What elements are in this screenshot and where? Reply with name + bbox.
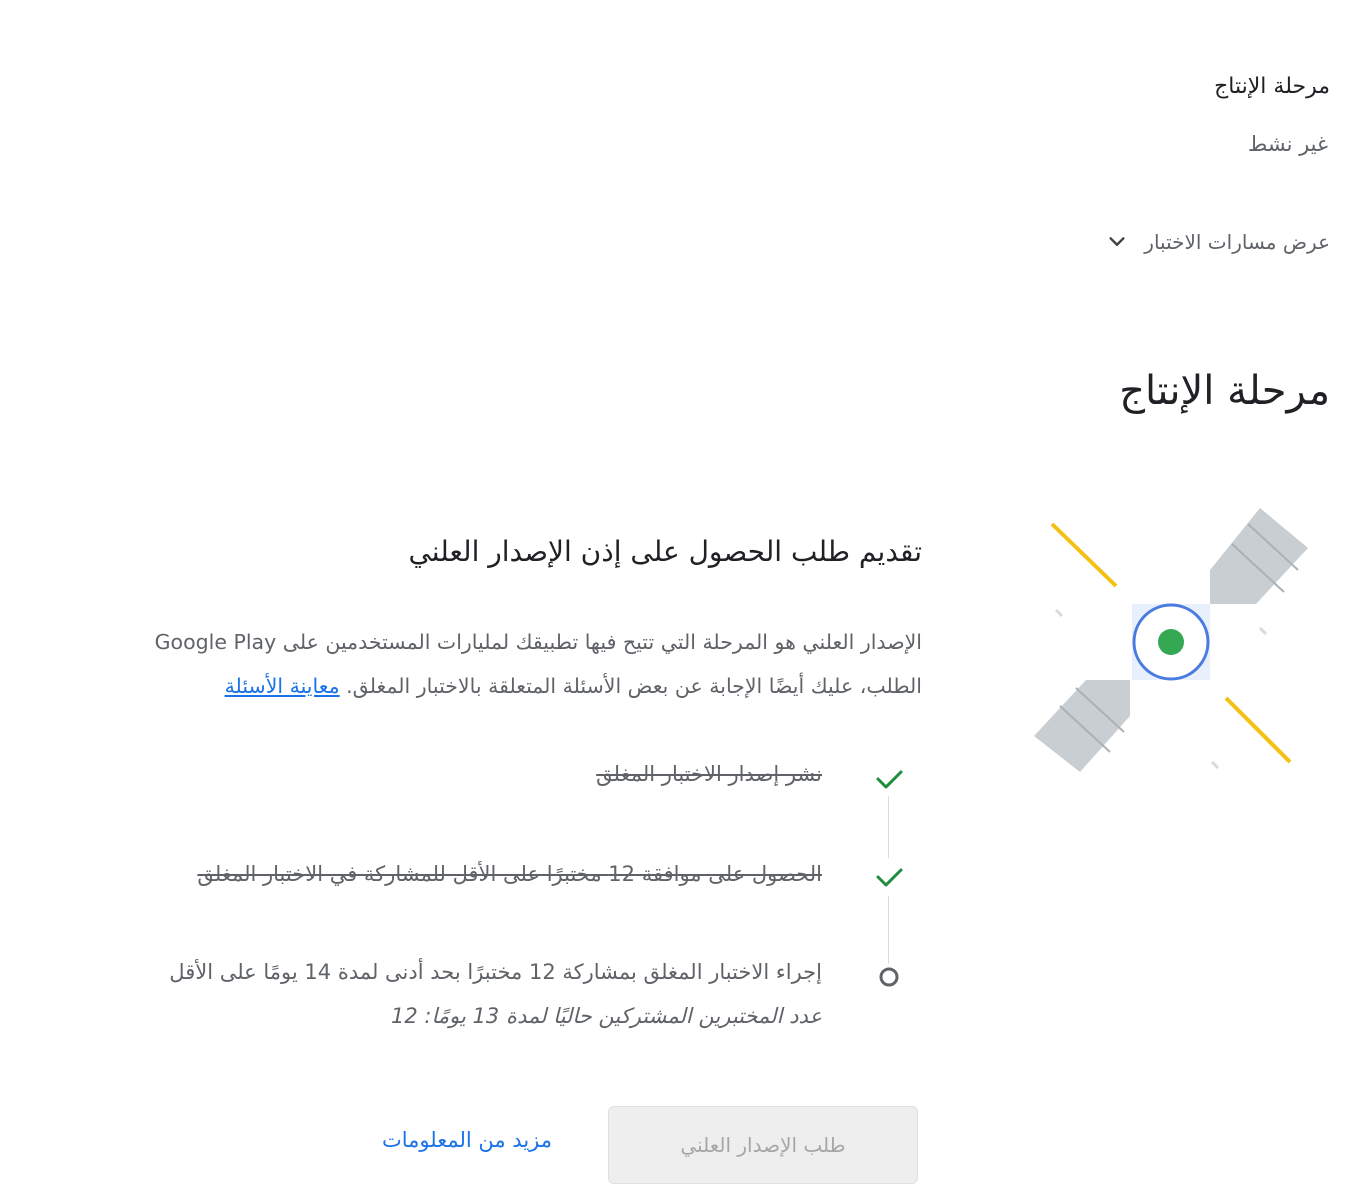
card-description-text: الطلب، عليك أيضًا الإجابة عن بعض الأسئلة المتعلقة بالاختبار المغلق. — [346, 674, 922, 698]
card-title: تقديم طلب الحصول على إذن الإصدار العلني — [408, 535, 922, 568]
step-connector — [888, 896, 889, 964]
check-icon — [874, 862, 904, 892]
production-status-value: غير نشط — [1247, 132, 1328, 156]
check-icon — [874, 764, 904, 794]
satellite-illustration — [1020, 500, 1320, 790]
more-info-link[interactable]: مزيد من المعلومات — [382, 1128, 553, 1152]
section-title: مرحلة الإنتاج — [1119, 368, 1330, 414]
card-description — [155, 620, 922, 708]
preview-questions-link[interactable]: معاينة الأسئلة — [224, 674, 340, 698]
step-3-label: إجراء الاختبار المغلق بمشاركة 12 مختبرًا بحد أدنى لمدة 14 يومًا على الأقل — [169, 960, 822, 984]
production-status-title: مرحلة الإنتاج — [1214, 74, 1330, 99]
view-testing-tracks-toggle[interactable] — [1106, 230, 1330, 254]
view-testing-tracks-label: عرض مسارات الاختبار — [1144, 230, 1330, 254]
card-description-line-1: الإصدار العلني هو المرحلة التي تتيح فيها تطبيقك لمليارات المستخدمين على Google Play — [154, 630, 922, 654]
step-connector — [888, 796, 889, 858]
card-description-line-2 — [155, 664, 922, 708]
step-1-label: نشر إصدار الاختبار المغلق — [596, 762, 822, 786]
step-2-label: الحصول على موافقة 12 مختبرًا على الأقل للمشاركة في الاختبار المغلق — [197, 862, 822, 886]
step-3-testers-count: عدد المختبرين المشتركين حاليًا لمدة 13 يومًا: 12 — [391, 1004, 822, 1028]
request-production-access-button[interactable]: طلب الإصدار العلني — [608, 1106, 918, 1184]
circle-outline-icon — [874, 962, 904, 992]
chevron-down-icon — [1106, 231, 1128, 253]
